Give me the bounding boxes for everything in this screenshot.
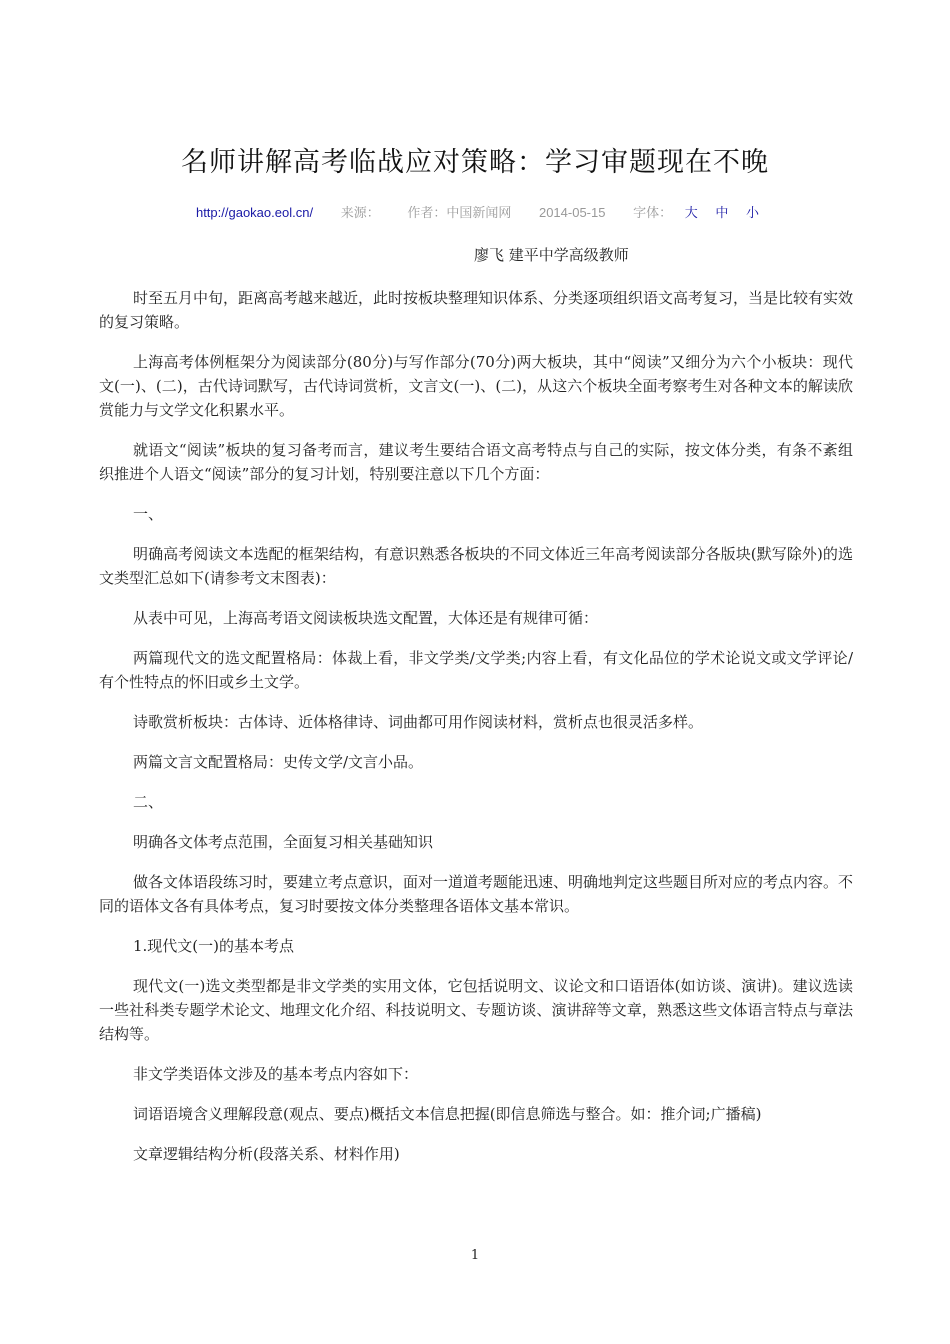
font-large-button[interactable]: 大 — [684, 205, 698, 220]
author-label: 作者：中国新闻网 — [407, 205, 512, 220]
paragraph: 词语语境含义理解段意(观点、要点)概括文本信息把握(即信息筛选与整合。如：推介词;广播稿) — [133, 1105, 762, 1123]
font-size-controls — [621, 205, 766, 220]
source-url-link[interactable]: http://gaokao.eol.cn/ — [195, 205, 314, 220]
paragraph: 两篇现代文的选文配置格局：体裁上看，非文学类/文学类;内容上看，有文化品位的学术论说文或文学评论/有个性特点的怀旧或乡土文学。 — [99, 649, 853, 691]
paragraph: 做各文体语段练习时，要建立考点意识，面对一道道考题能迅速、明确地判定这些题目所对应的考点内容。不同的语体文各有具体考点，复习时要按文体分类整理各语体文基本常识。 — [99, 873, 854, 915]
section-heading: 一、 — [133, 505, 164, 523]
subsection-heading: 1.现代文(一)的基本考点 — [133, 937, 295, 955]
paragraph: 两篇文言文配置格局：史传文学/文言小品。 — [133, 753, 424, 771]
paragraph: 明确各文体考点范围，全面复习相关基础知识 — [133, 833, 434, 851]
paragraph: 上海高考体例框架分为阅读部分(80分)与写作部分(70分)两大板块，其中“阅读”又细分为六个小板块：现代文(一)、(二)，古代诗词默写，古代诗词赏析，文言文(一)、(二)，从这六个板块全面考察考生对各种文本的解读欣赏能力与文学文化积累水平。 — [99, 353, 853, 419]
paragraph: 非文学类语体文涉及的基本考点内容如下： — [133, 1065, 419, 1083]
page-number: 1 — [470, 1248, 480, 1263]
article-body — [99, 286, 853, 1182]
paragraph: 从表中可见，上海高考语文阅读板块选文配置，大体还是有规律可循： — [133, 609, 599, 627]
font-medium-button[interactable]: 中 — [715, 205, 729, 220]
publish-date: 2014-05-15 — [538, 205, 606, 220]
paragraph: 诗歌赏析板块：古体诗、近体格律诗、词曲都可用作阅读材料，赏析点也很灵活多样。 — [133, 713, 704, 731]
paragraph: 明确高考阅读文本选配的框架结构，有意识熟悉各板块的不同文体近三年高考阅读部分各版块(默写除外)的选文类型汇总如下(请参考文末图表)： — [99, 545, 853, 587]
source-label: 来源： — [340, 205, 380, 220]
paragraph: 时至五月中旬，距离高考越来越近，此时按板块整理知识体系、分类逐项组织语文高考复习，当是比较有实效的复习策略。 — [99, 289, 854, 331]
paragraph: 文章逻辑结构分析(段落关系、材料作用) — [133, 1145, 400, 1163]
font-small-button[interactable]: 小 — [746, 205, 760, 220]
author-byline: 廖飞 建平中学高级教师 — [474, 246, 629, 264]
paragraph: 现代文(一)选文类型都是非文学类的实用文体，它包括说明文、议论文和口语语体(如访谈、演讲)。建议选读一些社科类专题学术论文、地理文化介绍、科技说明文、专题访谈、演讲辞等文章，熟悉这些文体语言特点与章法结构等。 — [99, 977, 853, 1043]
font-size-label: 字体： — [633, 205, 673, 220]
article-meta — [0, 202, 950, 221]
paragraph: 就语文“阅读”板块的复习备考而言，建议考生要结合语文高考特点与自己的实际，按文体分类，有条不紊组织推进个人语文“阅读”部分的复习计划，特别要注意以下几个方面： — [99, 441, 853, 483]
section-heading: 二、 — [133, 793, 164, 811]
article-title: 名师讲解高考临战应对策略：学习审题现在不晚 — [181, 147, 769, 178]
